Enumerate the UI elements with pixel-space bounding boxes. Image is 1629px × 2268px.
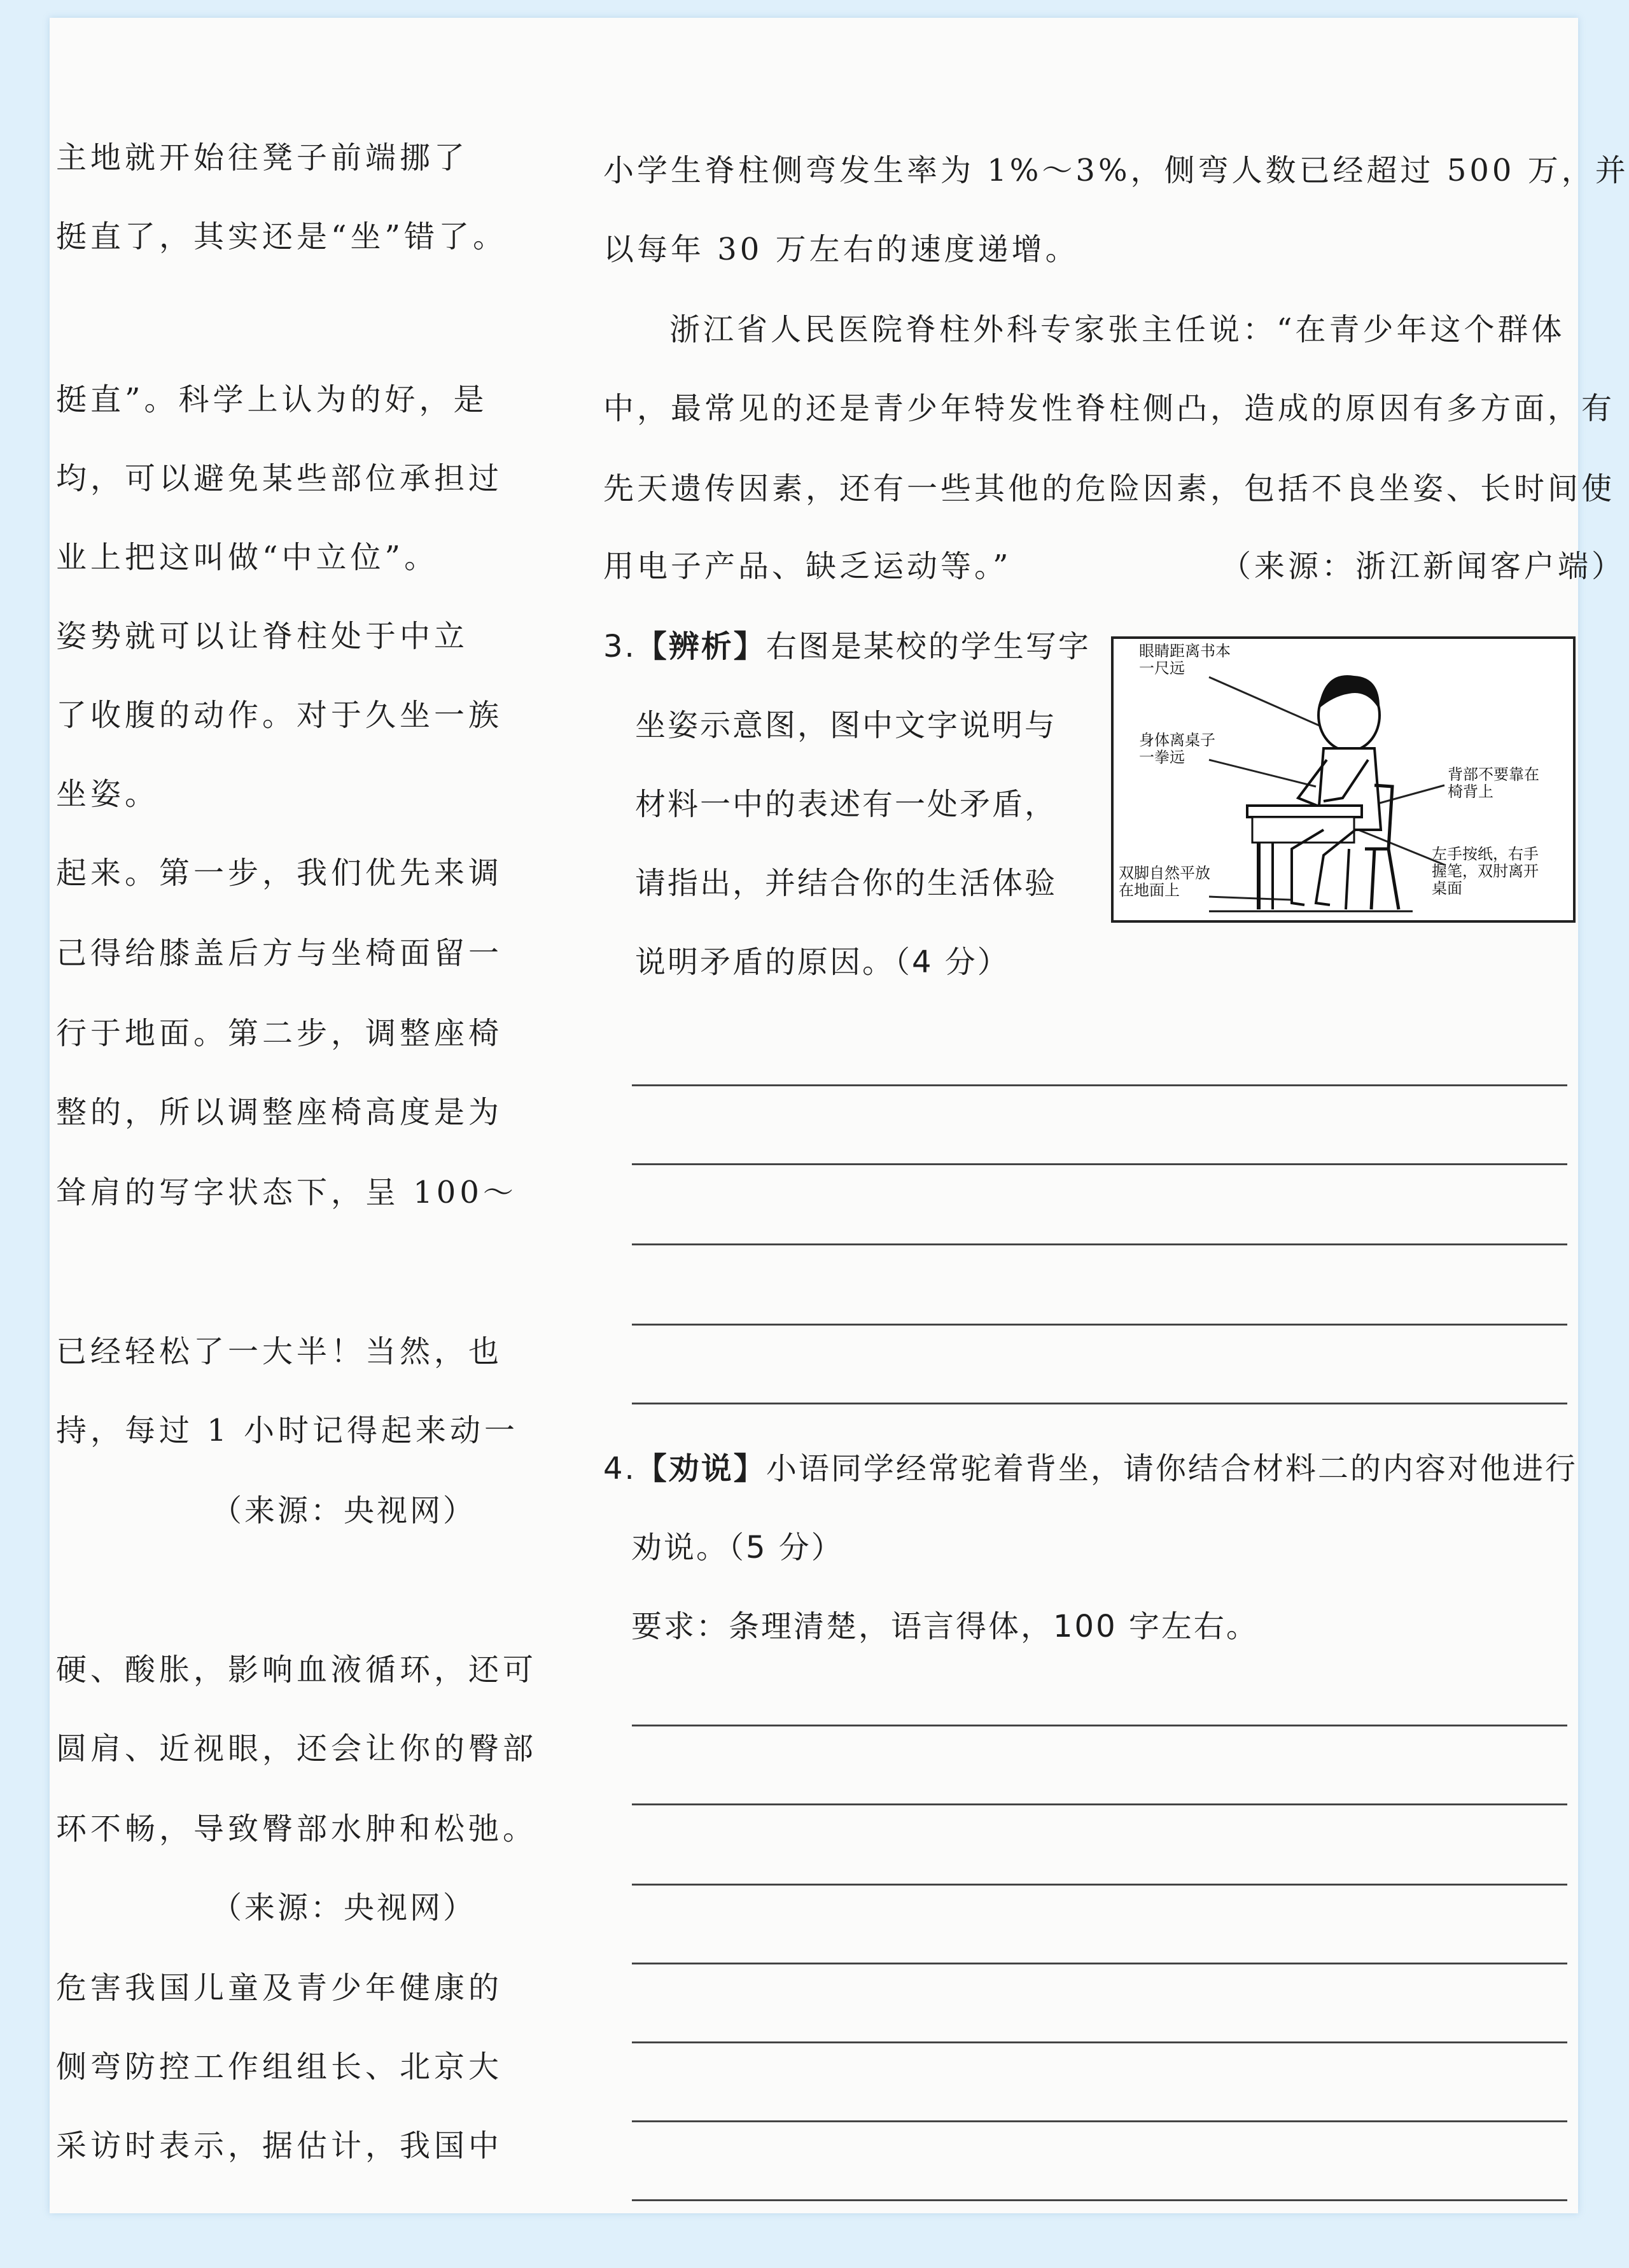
- left-line: 侧弯防控工作组组长、北京大: [56, 2049, 503, 2085]
- question-text: 请指出，并结合你的生活体验: [635, 865, 1058, 901]
- left-line: 挺直了，其实还是“坐”错了。: [56, 219, 508, 255]
- left-line: 了收腹的动作。对于久坐一族: [56, 697, 503, 733]
- passage-line: 小学生脊柱侧弯发生率为 1%～3%，侧弯人数已经超过 500 万，并: [603, 153, 1629, 188]
- left-line: 采访时表示，据估计，我国中: [56, 2128, 503, 2164]
- answer-line[interactable]: [632, 2120, 1567, 2122]
- left-line: 已经轻松了一大半！当然，也: [56, 1334, 503, 1369]
- question-text: 说明矛盾的原因。（4 分）: [635, 944, 1010, 980]
- source-citation: （来源：央视网）: [211, 1493, 476, 1529]
- passage-line: 先天遗传因素，还有一些其他的危险因素，包括不良坐姿、长时间使: [603, 471, 1616, 507]
- left-line: 主地就开始往凳子前端挪了: [56, 140, 469, 176]
- left-line: 挺直”。科学上认为的好，是: [56, 382, 488, 417]
- passage-line: 中，最常见的还是青少年特发性脊柱侧凸，造成的原因有多方面，有: [603, 391, 1616, 426]
- question-text: 材料一中的表述有一处矛盾，: [635, 787, 1058, 822]
- answer-line[interactable]: [632, 1324, 1567, 1326]
- question-requirement: 要求：条理清楚，语言得体，100 字左右。: [631, 1609, 1259, 1644]
- question-text: 小语同学经常驼着背坐，请你结合材料二的内容对他进行: [766, 1451, 1577, 1487]
- question-3: [603, 627, 1091, 666]
- answer-line[interactable]: [632, 1163, 1567, 1165]
- question-number: 3.: [603, 629, 636, 664]
- figure-label-eyes: 眼睛距离书本 一尺远: [1139, 642, 1231, 677]
- question-text: 劝说。（5 分）: [631, 1530, 844, 1565]
- passage-line: 以每年 30 万左右的速度递增。: [603, 232, 1079, 267]
- figure-label-back: 背部不要靠在 椅背上: [1448, 766, 1539, 801]
- answer-line[interactable]: [632, 1884, 1567, 1886]
- left-line: 业上把这叫做“中立位”。: [56, 540, 439, 575]
- figure-label-body: 身体离桌子 一拳远: [1139, 731, 1215, 766]
- question-tag: 【劝说】: [636, 1451, 766, 1487]
- left-line: 整的，所以调整座椅高度是为: [56, 1095, 503, 1130]
- passage-line: 用电子产品、缺乏运动等。”: [603, 549, 1012, 584]
- left-line: 危害我国儿童及青少年健康的: [56, 1970, 503, 2006]
- left-line: 姿势就可以让脊柱处于中立: [56, 619, 469, 654]
- question-number: 4.: [603, 1451, 636, 1487]
- answer-line[interactable]: [632, 1803, 1567, 1805]
- left-line: 己得给膝盖后方与坐椅面留一: [56, 935, 503, 971]
- answer-line[interactable]: [632, 1963, 1567, 1964]
- answer-line[interactable]: [632, 2199, 1567, 2201]
- left-line: 硬、酸胀，影响血液循环，还可: [56, 1652, 538, 1688]
- passage-line: 浙江省人民医院脊柱外科专家张主任说：“在青少年这个群体: [669, 312, 1565, 347]
- left-line: 持，每过 1 小时记得起来动一: [56, 1413, 519, 1448]
- question-4: [603, 1450, 1577, 1488]
- answer-line[interactable]: [632, 1725, 1567, 1726]
- answer-line[interactable]: [632, 1243, 1567, 1245]
- left-line: 环不畅，导致臀部水肿和松弛。: [56, 1811, 538, 1847]
- left-line: 起来。第一步，我们优先来调: [56, 855, 503, 891]
- answer-line[interactable]: [632, 1084, 1567, 1086]
- figure-label-hands: 左手按纸，右手 握笔，双肘离开 桌面: [1432, 845, 1539, 897]
- left-line: 坐姿。: [56, 776, 160, 812]
- question-text: 坐姿示意图，图中文字说明与: [635, 708, 1058, 743]
- left-line: 均，可以避免某些部位承担过: [56, 461, 503, 496]
- left-line: 圆肩、近视眼，还会让你的臀部: [56, 1731, 538, 1767]
- worksheet-page: [50, 18, 1629, 2213]
- figure-label-feet: 双脚自然平放 在地面上: [1119, 864, 1210, 899]
- posture-figure: [1111, 636, 1576, 923]
- answer-line[interactable]: [632, 1403, 1567, 1404]
- left-line: 行于地面。第二步，调整座椅: [56, 1016, 503, 1051]
- question-text: 右图是某校的学生写字: [766, 629, 1091, 664]
- question-tag: 【辨析】: [636, 629, 766, 664]
- source-citation: （来源：央视网）: [211, 1890, 476, 1926]
- left-line: 耸肩的写字状态下，呈 100～: [56, 1175, 517, 1210]
- answer-line[interactable]: [632, 2041, 1567, 2043]
- source-citation: （来源：浙江新闻客户端）: [1220, 549, 1626, 584]
